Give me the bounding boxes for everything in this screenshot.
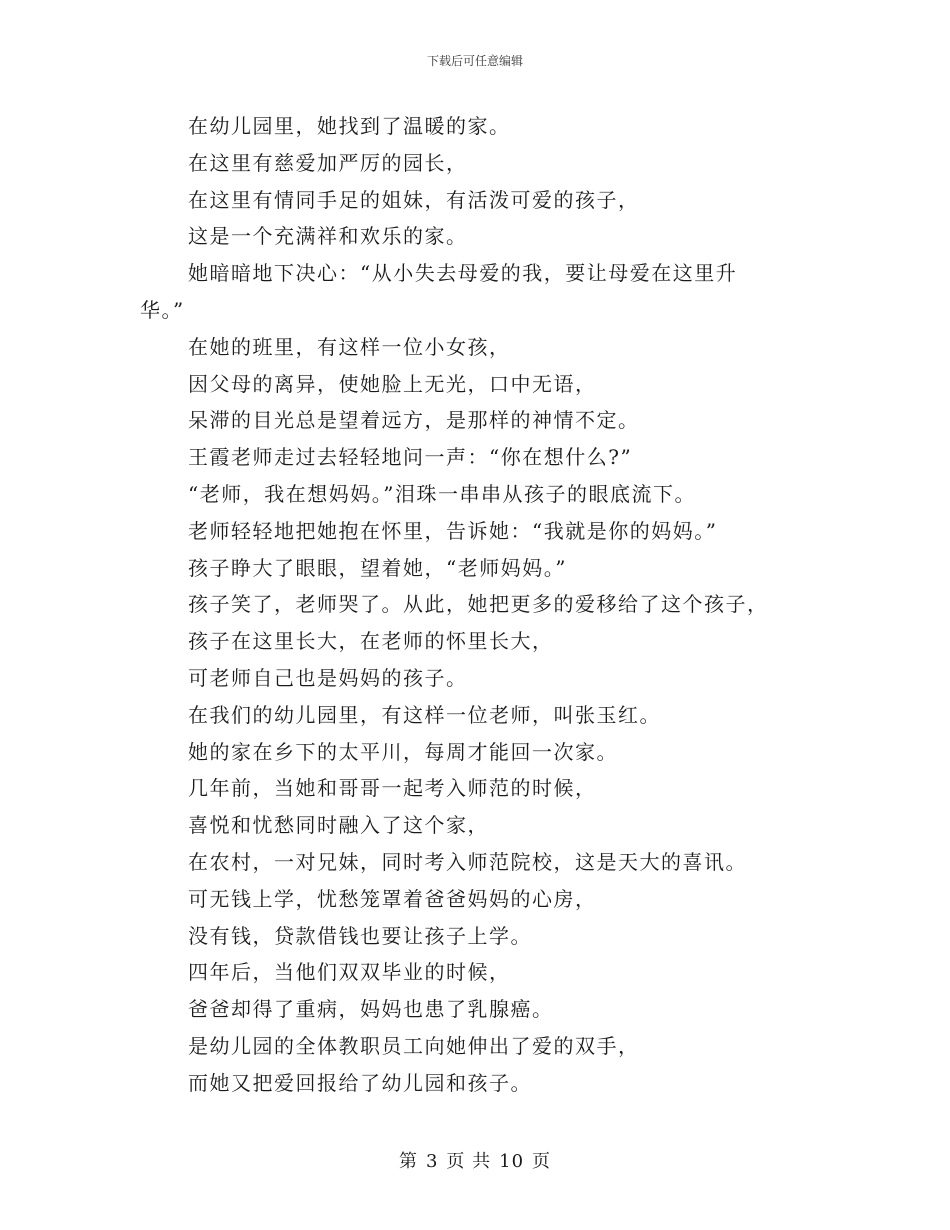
text-line: 在幼儿园里，她找到了温暖的家。 [188,114,511,138]
total-page-count: 10 [499,1151,525,1172]
text-line: 老师轻轻地把她抱在怀里，告诉她：“我就是你的妈妈。” [188,518,718,543]
text-line: 孩子睁大了眼眼，望着她，“老师妈妈。” [188,555,567,580]
current-page-number: 3 [425,1151,439,1172]
text-line: “老师，我在想妈妈。”泪珠一串串从孩子的眼底流下。 [188,481,696,506]
text-line: 因父母的离异，使她脸上无光，口中无语， [188,371,597,396]
text-line: 呆滞的目光总是望着远方，是那样的神情不定。 [188,408,640,433]
text-line: 在她的班里，有这样一位小女孩， [188,334,511,359]
text-line: 在这里有情同手足的姐妹，有活泼可爱的孩子， [188,187,640,212]
text-line: 而她又把爱回报给了幼儿园和孩子。 [188,1070,532,1095]
footer-prefix: 第 [398,1151,418,1172]
text-line: 在这里有慈爱加严厉的园长， [188,150,468,175]
document-body [140,108,830,1102]
text-line: 可老师自己也是妈妈的孩子。 [188,665,468,690]
text-line: 孩子在这里长大，在老师的怀里长大， [188,629,554,654]
text-line: 王霞老师走过去轻轻地问一声：“你在想什么?” [188,445,633,470]
text-line: 喜悦和忧愁同时融入了这个家， [188,813,489,838]
text-line: 可无钱上学，忧愁笼罩着爸爸妈妈的心房， [188,886,597,911]
text-line: 在我们的幼儿园里，有这样一位老师，叫张玉红。 [188,702,661,727]
page-footer [0,1150,950,1174]
text-line: 这是一个充满祥和欢乐的家。 [188,224,468,249]
text-line: 孩子笑了，老师哭了。从此，她把更多的爱移给了这个孩子， [188,592,769,617]
text-line: 几年前，当她和哥哥一起考入师范的时候， [188,776,597,801]
footer-suffix: 页 [532,1151,552,1172]
text-line: 没有钱，贷款借钱也要让孩子上学。 [188,923,532,948]
text-line: 是幼儿园的全体教职员工向她伸出了爱的双手， [188,1033,640,1058]
page-header: 下载后可任意编辑 [426,54,523,68]
text-line-continuation: 华。” [140,297,185,322]
text-line: 爸爸却得了重病，妈妈也患了乳腺癌。 [188,997,554,1022]
text-line: 她的家在乡下的太平川，每周才能回一次家。 [188,739,618,764]
footer-middle: 页 共 [446,1151,492,1172]
text-line: 在农村，一对兄妹，同时考入师范院校，这是天大的喜讯。 [188,849,747,874]
text-line: 她暗暗地下决心：“从小失去母爱的我，要让母爱在这里升 [188,261,738,286]
text-line: 四年后，当他们双双毕业的时候， [188,960,511,985]
